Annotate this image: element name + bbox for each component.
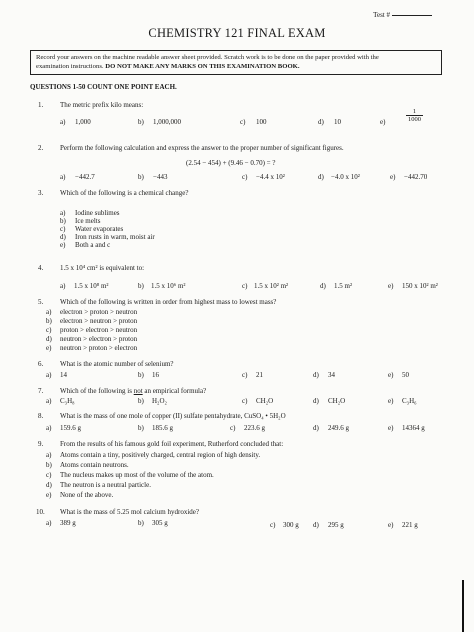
option-text: 16	[152, 371, 159, 379]
option-label: d)	[318, 118, 324, 126]
option-label: e)	[388, 521, 394, 529]
option-text: Both a and c	[75, 241, 111, 249]
option-label: e)	[388, 397, 394, 405]
option-text: C₃H₈	[60, 397, 75, 405]
section-heading: QUESTIONS 1-50 COUNT ONE POINT EACH.	[30, 83, 177, 91]
option-text: 1,000	[75, 118, 91, 126]
option-label: c)	[230, 424, 236, 432]
instructions-line-2: examination instructions. DO NOT MAKE ANY MARKS ON THIS EXAMINATION BOOK.	[36, 62, 300, 70]
option-text: 159.6 g	[60, 424, 81, 432]
question-number: 10.	[36, 508, 45, 516]
option-label: c)	[46, 471, 52, 479]
option-label: b)	[138, 424, 144, 432]
option-label: d)	[313, 424, 319, 432]
option-label: b)	[60, 217, 66, 225]
option-label: a)	[60, 118, 66, 126]
fraction-denominator: 1000	[408, 116, 421, 123]
question-text: Which of the following is not an empirical formula?	[60, 387, 207, 395]
question-text: What is the mass of 5.25 mol calcium hydroxide?	[60, 508, 199, 516]
instructions-warning: DO NOT MAKE ANY MARKS ON THIS EXAMINATION BOOK.	[105, 62, 300, 70]
option-label: e)	[388, 371, 394, 379]
option-label: a)	[46, 424, 52, 432]
option-text: CH₂O	[328, 397, 346, 405]
page-edge-mark	[462, 580, 464, 632]
option-label: d)	[318, 173, 324, 181]
option-text: C₃H₆	[402, 397, 417, 405]
option-label: c)	[242, 397, 248, 405]
option-text: 185.6 g	[152, 424, 173, 432]
question-number: 9.	[38, 440, 44, 448]
question-equation: (2.54 − 454) + (9.46 − 0.70) = ?	[186, 159, 276, 167]
option-text: Water evaporates	[75, 225, 124, 233]
option-text: 249.6 g	[328, 424, 349, 432]
option-text: 1.5 m²	[334, 282, 353, 290]
question-text: Which of the following is a chemical change?	[60, 189, 189, 197]
option-label: b)	[46, 461, 52, 469]
option-text: 295 g	[328, 521, 344, 529]
question-number: 2.	[38, 144, 44, 152]
option-label: e)	[60, 241, 66, 249]
question-text: 1.5 x 10⁴ cm² is equivalent to:	[60, 264, 145, 272]
option-label: c)	[270, 521, 276, 529]
option-text: proton > electron > neutron	[60, 326, 138, 334]
instructions-box	[30, 50, 442, 75]
option-label: d)	[60, 233, 66, 241]
option-text: neutron > proton > electron	[60, 344, 138, 352]
option-text: 14364 g	[402, 424, 425, 432]
option-text: Atoms contain a tiny, positively charged, central region of high density.	[60, 451, 261, 459]
option-text: 14	[60, 371, 67, 379]
option-label: e)	[46, 344, 52, 352]
option-text: Iodine sublimes	[75, 209, 120, 217]
option-text: Atoms contain neutrons.	[60, 461, 129, 469]
option-label: d)	[313, 397, 319, 405]
option-text: H₂O₂	[152, 397, 167, 405]
option-text: The neutron is a neutral particle.	[60, 481, 151, 489]
option-label: a)	[46, 308, 52, 316]
option-text: electron > neutron > proton	[60, 317, 138, 325]
option-label: b)	[138, 282, 144, 290]
option-text: 223.6 g	[244, 424, 265, 432]
fraction-numerator: 1	[406, 108, 423, 116]
option-text: Ice melts	[75, 217, 101, 225]
option-label: a)	[60, 282, 66, 290]
option-label: e)	[390, 173, 396, 181]
option-label: a)	[46, 397, 52, 405]
option-label: d)	[313, 521, 319, 529]
option-text: 21	[256, 371, 263, 379]
option-text: −442.70	[404, 173, 428, 181]
option-text: 34	[328, 371, 335, 379]
option-label: d)	[46, 335, 52, 343]
option-text: −4.4 x 10²	[256, 173, 285, 181]
option-label: e)	[380, 118, 386, 126]
option-text: 1.5 x 10² m²	[254, 282, 289, 290]
option-text: The nucleus makes up most of the volume of the atom.	[60, 471, 214, 479]
option-text: 1.5 x 10⁸ m²	[74, 282, 109, 290]
question-text: The metric prefix kilo means:	[60, 101, 144, 109]
option-label: b)	[138, 519, 144, 527]
emphasis-not: not	[133, 387, 143, 395]
option-text: 150 x 10² m²	[402, 282, 438, 290]
option-label: b)	[138, 371, 144, 379]
option-label: d)	[46, 481, 52, 489]
option-text: 1.5 x 10⁶ m²	[151, 282, 186, 290]
option-label: e)	[388, 424, 394, 432]
question-number: 4.	[38, 264, 44, 272]
option-label: a)	[60, 173, 66, 181]
option-text: −443	[153, 173, 168, 181]
option-text: 300 g	[283, 521, 299, 529]
option-text: 389 g	[60, 519, 76, 527]
option-label: a)	[46, 371, 52, 379]
test-number-field	[373, 11, 432, 19]
option-text: −442.7	[75, 173, 95, 181]
option-label: c)	[46, 326, 52, 334]
question-number: 8.	[38, 412, 44, 420]
option-label: c)	[242, 173, 248, 181]
question-text: From the results of his famous gold foil experiment, Rutherford concluded that:	[60, 440, 284, 448]
option-label: c)	[60, 225, 66, 233]
option-text: 100	[256, 118, 267, 126]
option-label: c)	[240, 118, 246, 126]
option-label: d)	[313, 371, 319, 379]
question-number: 1.	[38, 101, 44, 109]
question-text: What is the mass of one mole of copper (II) sulfate pentahydrate, CuSO₄ • 5H₂O	[60, 412, 286, 420]
question-text: Perform the following calculation and express the answer to the proper number of significant figures.	[60, 144, 344, 152]
option-label: e)	[46, 491, 52, 499]
option-label: b)	[138, 397, 144, 405]
question-number: 5.	[38, 298, 44, 306]
option-label: b)	[138, 118, 144, 126]
option-text: 305 g	[152, 519, 168, 527]
test-number-blank	[392, 15, 432, 16]
option-text: −4.0 x 10²	[331, 173, 360, 181]
option-text: 10	[334, 118, 341, 126]
option-label: c)	[242, 371, 248, 379]
option-text: neutron > electron > proton	[60, 335, 138, 343]
option-label: b)	[138, 173, 144, 181]
question-text: Which of the following is written in order from highest mass to lowest mass?	[60, 298, 277, 306]
instructions-line-1: Record your answers on the machine readable answer sheet provided. Scratch work is to be done on the paper provided with the	[36, 54, 379, 61]
option-text: 221 g	[402, 521, 418, 529]
option-label: b)	[46, 317, 52, 325]
question-number: 3.	[38, 189, 44, 197]
option-text: CH₂O	[256, 397, 274, 405]
fraction-one-over-thousand	[406, 108, 423, 123]
test-number-label: Test #	[373, 11, 390, 19]
option-text: 50	[402, 371, 409, 379]
option-label: a)	[46, 519, 52, 527]
option-text: None of the above.	[60, 491, 114, 499]
option-label: a)	[60, 209, 66, 217]
option-label: a)	[46, 451, 52, 459]
question-number: 7.	[38, 387, 44, 395]
question-text: What is the atomic number of selenium?	[60, 360, 174, 368]
option-label: c)	[242, 282, 248, 290]
option-label: e)	[388, 282, 394, 290]
option-label: d)	[320, 282, 326, 290]
option-text: Iron rusts in warm, moist air	[75, 233, 155, 241]
option-text: 1,000,000	[153, 118, 181, 126]
option-text: electron > proton > neutron	[60, 308, 138, 316]
question-number: 6.	[38, 360, 44, 368]
exam-title: CHEMISTRY 121 FINAL EXAM	[148, 26, 326, 40]
